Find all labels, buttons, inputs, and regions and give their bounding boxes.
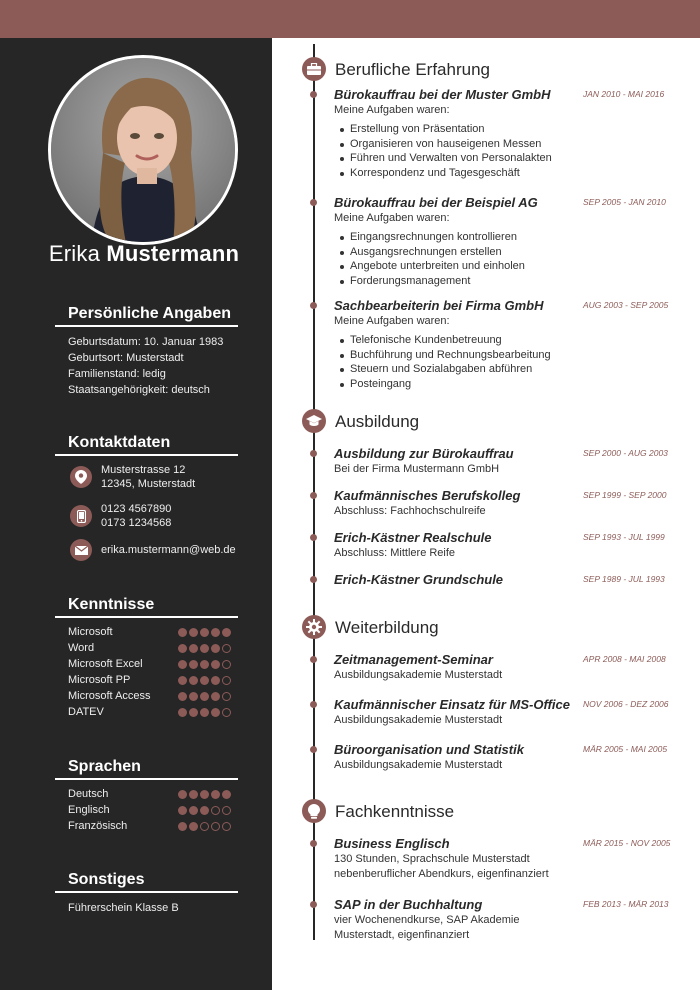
entry-subtitle: Ausbildungsakademie Musterstadt	[334, 669, 503, 681]
section-heading: Sprachen	[55, 758, 238, 780]
entry-title: Ausbildung zur Bürokauffrau	[334, 446, 514, 461]
rating-dot-filled	[200, 692, 209, 701]
education-entry	[334, 572, 674, 588]
section-heading: Kontaktdaten	[55, 434, 238, 456]
entry-subtitle: Meine Aufgaben waren:	[334, 315, 450, 327]
entry-subtitle: Abschluss: Mittlere Reife	[334, 547, 456, 559]
rating-dot-filled	[189, 660, 198, 669]
phone-mobile: 0173 1234568	[101, 517, 172, 529]
rating-label: Microsoft Access	[68, 690, 151, 702]
rating-dot-filled	[222, 790, 231, 799]
task-item: Buchführung und Rechnungsbearbeitung	[334, 348, 674, 363]
rating-dot-filled	[189, 806, 198, 815]
rating-dot-filled	[200, 676, 209, 685]
experience-heading: Berufliche Erfahrung	[335, 60, 490, 79]
top-accent-bar	[0, 0, 700, 38]
rating-dots	[178, 806, 233, 815]
rating-dot-filled	[178, 644, 187, 653]
entry-title: SAP in der Buchhaltung	[334, 897, 483, 912]
entry-date: SEP 1989 - JUL 1993	[583, 574, 665, 584]
rating-dots	[178, 660, 233, 669]
rating-dot-filled	[200, 708, 209, 717]
rating-row	[55, 802, 238, 818]
rating-dot-filled	[211, 692, 220, 701]
rating-dots	[178, 790, 233, 799]
entry-title: Business Englisch	[334, 836, 450, 851]
task-item: Forderungsmanagement	[334, 274, 674, 289]
rating-dots	[178, 628, 233, 637]
rating-dot-empty	[222, 644, 231, 653]
languages-section	[55, 758, 238, 834]
address-city: 12345, Musterstadt	[101, 478, 196, 490]
birthdate: Geburtsdatum: 10. Januar 1983	[68, 336, 224, 348]
entry-title: Zeitmanagement-Seminar	[334, 652, 493, 667]
entry-date: SEP 2000 - AUG 2003	[583, 448, 668, 458]
rating-dot-filled	[189, 628, 198, 637]
rating-label: Englisch	[68, 804, 110, 816]
rating-dot-filled	[178, 692, 187, 701]
training-heading: Weiterbildung	[335, 618, 439, 637]
full-name	[0, 241, 288, 267]
task-item: Ausgangsrechnungen erstellen	[334, 245, 674, 260]
education-entry	[334, 488, 674, 519]
rating-dot-filled	[211, 708, 220, 717]
graduation-cap-icon	[302, 409, 326, 433]
experience-entry	[334, 87, 674, 180]
rating-dot-filled	[200, 628, 209, 637]
expertise-heading: Fachkenntnisse	[335, 802, 455, 821]
rating-dot-filled	[211, 790, 220, 799]
rating-row	[55, 704, 238, 720]
birthplace: Geburtsort: Musterstadt	[68, 352, 184, 364]
entry-date: SEP 2005 - JAN 2010	[583, 197, 666, 207]
rating-dot-filled	[178, 806, 187, 815]
rating-dot-filled	[189, 822, 198, 831]
rating-dot-empty	[222, 692, 231, 701]
task-item: Steuern und Sozialabgaben abführen	[334, 362, 674, 377]
experience-entry	[334, 298, 674, 391]
rating-label: DATEV	[68, 706, 104, 718]
rating-dot-filled	[178, 790, 187, 799]
rating-dot-filled	[222, 628, 231, 637]
entry-subtitle: Ausbildungsakademie Musterstadt	[334, 759, 503, 771]
rating-dots	[178, 708, 233, 717]
entry-title: Büroorganisation und Statistik	[334, 742, 524, 757]
training-entry	[334, 697, 674, 728]
first-name: Erika	[48, 241, 100, 266]
entry-title: Sachbearbeiterin bei Firma GmbH	[334, 298, 544, 313]
section-heading: Kenntnisse	[55, 596, 238, 618]
task-item: Erstellung von Präsentation	[334, 122, 674, 137]
mail-icon	[70, 539, 92, 561]
entry-subtitle: Ausbildungsakademie Musterstadt	[334, 714, 503, 726]
profile-photo	[48, 55, 238, 245]
experience-entry	[334, 195, 674, 288]
entry-title: Erich-Kästner Grundschule	[334, 572, 504, 587]
last-name: Mustermann	[106, 241, 240, 266]
rating-dot-filled	[178, 708, 187, 717]
contact-section	[55, 434, 238, 456]
contact-email	[70, 539, 236, 561]
rating-dot-filled	[189, 644, 198, 653]
rating-dot-empty	[211, 806, 220, 815]
rating-label: Word	[68, 642, 95, 654]
marital-status: Familienstand: ledig	[68, 368, 166, 380]
rating-row	[55, 818, 238, 834]
rating-dot-empty	[211, 822, 220, 831]
training-entry	[334, 652, 674, 683]
entry-subtitle: Bei der Firma Mustermann GmbH	[334, 463, 500, 475]
rating-row	[55, 786, 238, 802]
task-item: Organisieren von hauseigenen Messen	[334, 137, 674, 152]
entry-date: SEP 1993 - JUL 1999	[583, 532, 665, 542]
rating-dot-empty	[222, 806, 231, 815]
entry-date: SEP 1999 - SEP 2000	[583, 490, 667, 500]
entry-title: Kaufmännisches Berufskolleg	[334, 488, 521, 503]
education-heading: Ausbildung	[335, 412, 420, 431]
contact-phone	[70, 502, 171, 530]
rating-row	[55, 624, 238, 640]
briefcase-icon	[302, 57, 326, 81]
rating-row	[55, 672, 238, 688]
personal-section	[55, 305, 238, 398]
rating-dot-empty	[200, 822, 209, 831]
rating-dot-filled	[200, 806, 209, 815]
rating-label: Microsoft PP	[68, 674, 131, 686]
section-heading: Sonstiges	[55, 871, 238, 893]
entry-title: Erich-Kästner Realschule	[334, 530, 492, 545]
skills-section	[55, 596, 238, 720]
entry-date: AUG 2003 - SEP 2005	[583, 300, 669, 310]
address-street: Musterstrasse 12	[101, 464, 186, 476]
task-item: Telefonische Kundenbetreuung	[334, 333, 674, 348]
entry-subtitle: Abschluss: Fachhochschulreife	[334, 505, 486, 517]
rating-dots	[178, 822, 233, 831]
rating-dot-filled	[189, 708, 198, 717]
phone-icon	[70, 505, 92, 527]
entry-subtitle: Meine Aufgaben waren:	[334, 104, 450, 116]
rating-dot-filled	[189, 692, 198, 701]
expertise-entry	[334, 897, 674, 943]
rating-dot-empty	[222, 676, 231, 685]
section-heading: Persönliche Angaben	[55, 305, 238, 327]
misc-section	[55, 871, 238, 916]
education-entry	[334, 446, 674, 477]
entry-title: Kaufmännischer Einsatz für MS-Office	[334, 697, 570, 712]
entry-date: JAN 2010 - MAI 2016	[583, 89, 665, 99]
contact-address	[70, 463, 195, 491]
rating-dot-filled	[200, 644, 209, 653]
gear-icon	[302, 615, 326, 639]
rating-label: Französisch	[68, 820, 128, 832]
rating-row	[55, 656, 238, 672]
rating-dot-empty	[222, 708, 231, 717]
training-entry	[334, 742, 674, 773]
entry-subtitle: Musterstadt, eigenfinanziert	[334, 929, 470, 941]
rating-dots	[178, 692, 233, 701]
lightbulb-icon	[302, 799, 326, 823]
task-item: Eingangsrechnungen kontrollieren	[334, 230, 674, 245]
rating-dot-filled	[211, 660, 220, 669]
rating-dot-filled	[189, 676, 198, 685]
rating-dots	[178, 676, 233, 685]
email-address: erika.mustermann@web.de	[101, 544, 236, 556]
rating-dot-empty	[222, 660, 231, 669]
entry-date: FEB 2013 - MÄR 2013	[583, 899, 669, 909]
entry-subtitle: vier Wochenendkurse, SAP Akademie	[334, 914, 520, 926]
entry-subtitle: Meine Aufgaben waren:	[334, 212, 450, 224]
entry-date: MÄR 2005 - MAI 2005	[583, 744, 668, 754]
task-item: Korrespondenz und Tagesgeschäft	[334, 166, 674, 181]
rating-row	[55, 688, 238, 704]
rating-dots	[178, 644, 233, 653]
rating-dot-filled	[200, 660, 209, 669]
rating-label: Deutsch	[68, 788, 109, 800]
rating-dot-filled	[189, 790, 198, 799]
entry-title: Bürokauffrau bei der Beispiel AG	[334, 195, 538, 210]
rating-dot-filled	[211, 628, 220, 637]
rating-row	[55, 640, 238, 656]
entry-title: Bürokauffrau bei der Muster GmbH	[334, 87, 551, 102]
sidebar	[0, 38, 272, 990]
rating-label: Microsoft Excel	[68, 658, 143, 670]
task-item: Posteingang	[334, 377, 674, 392]
rating-dot-filled	[178, 660, 187, 669]
entry-date: MÄR 2015 - NOV 2005	[583, 838, 671, 848]
entry-subtitle: nebenberuflicher Abendkurs, eigenfinanziert	[334, 868, 549, 880]
drivers-license: Führerschein Klasse B	[68, 902, 179, 914]
nationality: Staatsangehörigkeit: deutsch	[68, 384, 210, 396]
location-pin-icon	[70, 466, 92, 488]
rating-label: Microsoft	[68, 626, 113, 638]
task-item: Führen und Verwalten von Personalakten	[334, 151, 674, 166]
education-entry	[334, 530, 674, 561]
rating-dot-filled	[178, 822, 187, 831]
rating-dot-filled	[178, 676, 187, 685]
rating-dot-filled	[211, 644, 220, 653]
rating-dot-filled	[178, 628, 187, 637]
task-item: Angebote unterbreiten und einholen	[334, 259, 674, 274]
rating-dot-filled	[200, 790, 209, 799]
rating-dot-empty	[222, 822, 231, 831]
entry-date: APR 2008 - MAI 2008	[583, 654, 666, 664]
phone-landline: 0123 4567890	[101, 503, 172, 515]
entry-date: NOV 2006 - DEZ 2006	[583, 699, 669, 709]
expertise-entry	[334, 836, 674, 882]
rating-dot-filled	[211, 676, 220, 685]
entry-subtitle: 130 Stunden, Sprachschule Musterstadt	[334, 853, 530, 865]
